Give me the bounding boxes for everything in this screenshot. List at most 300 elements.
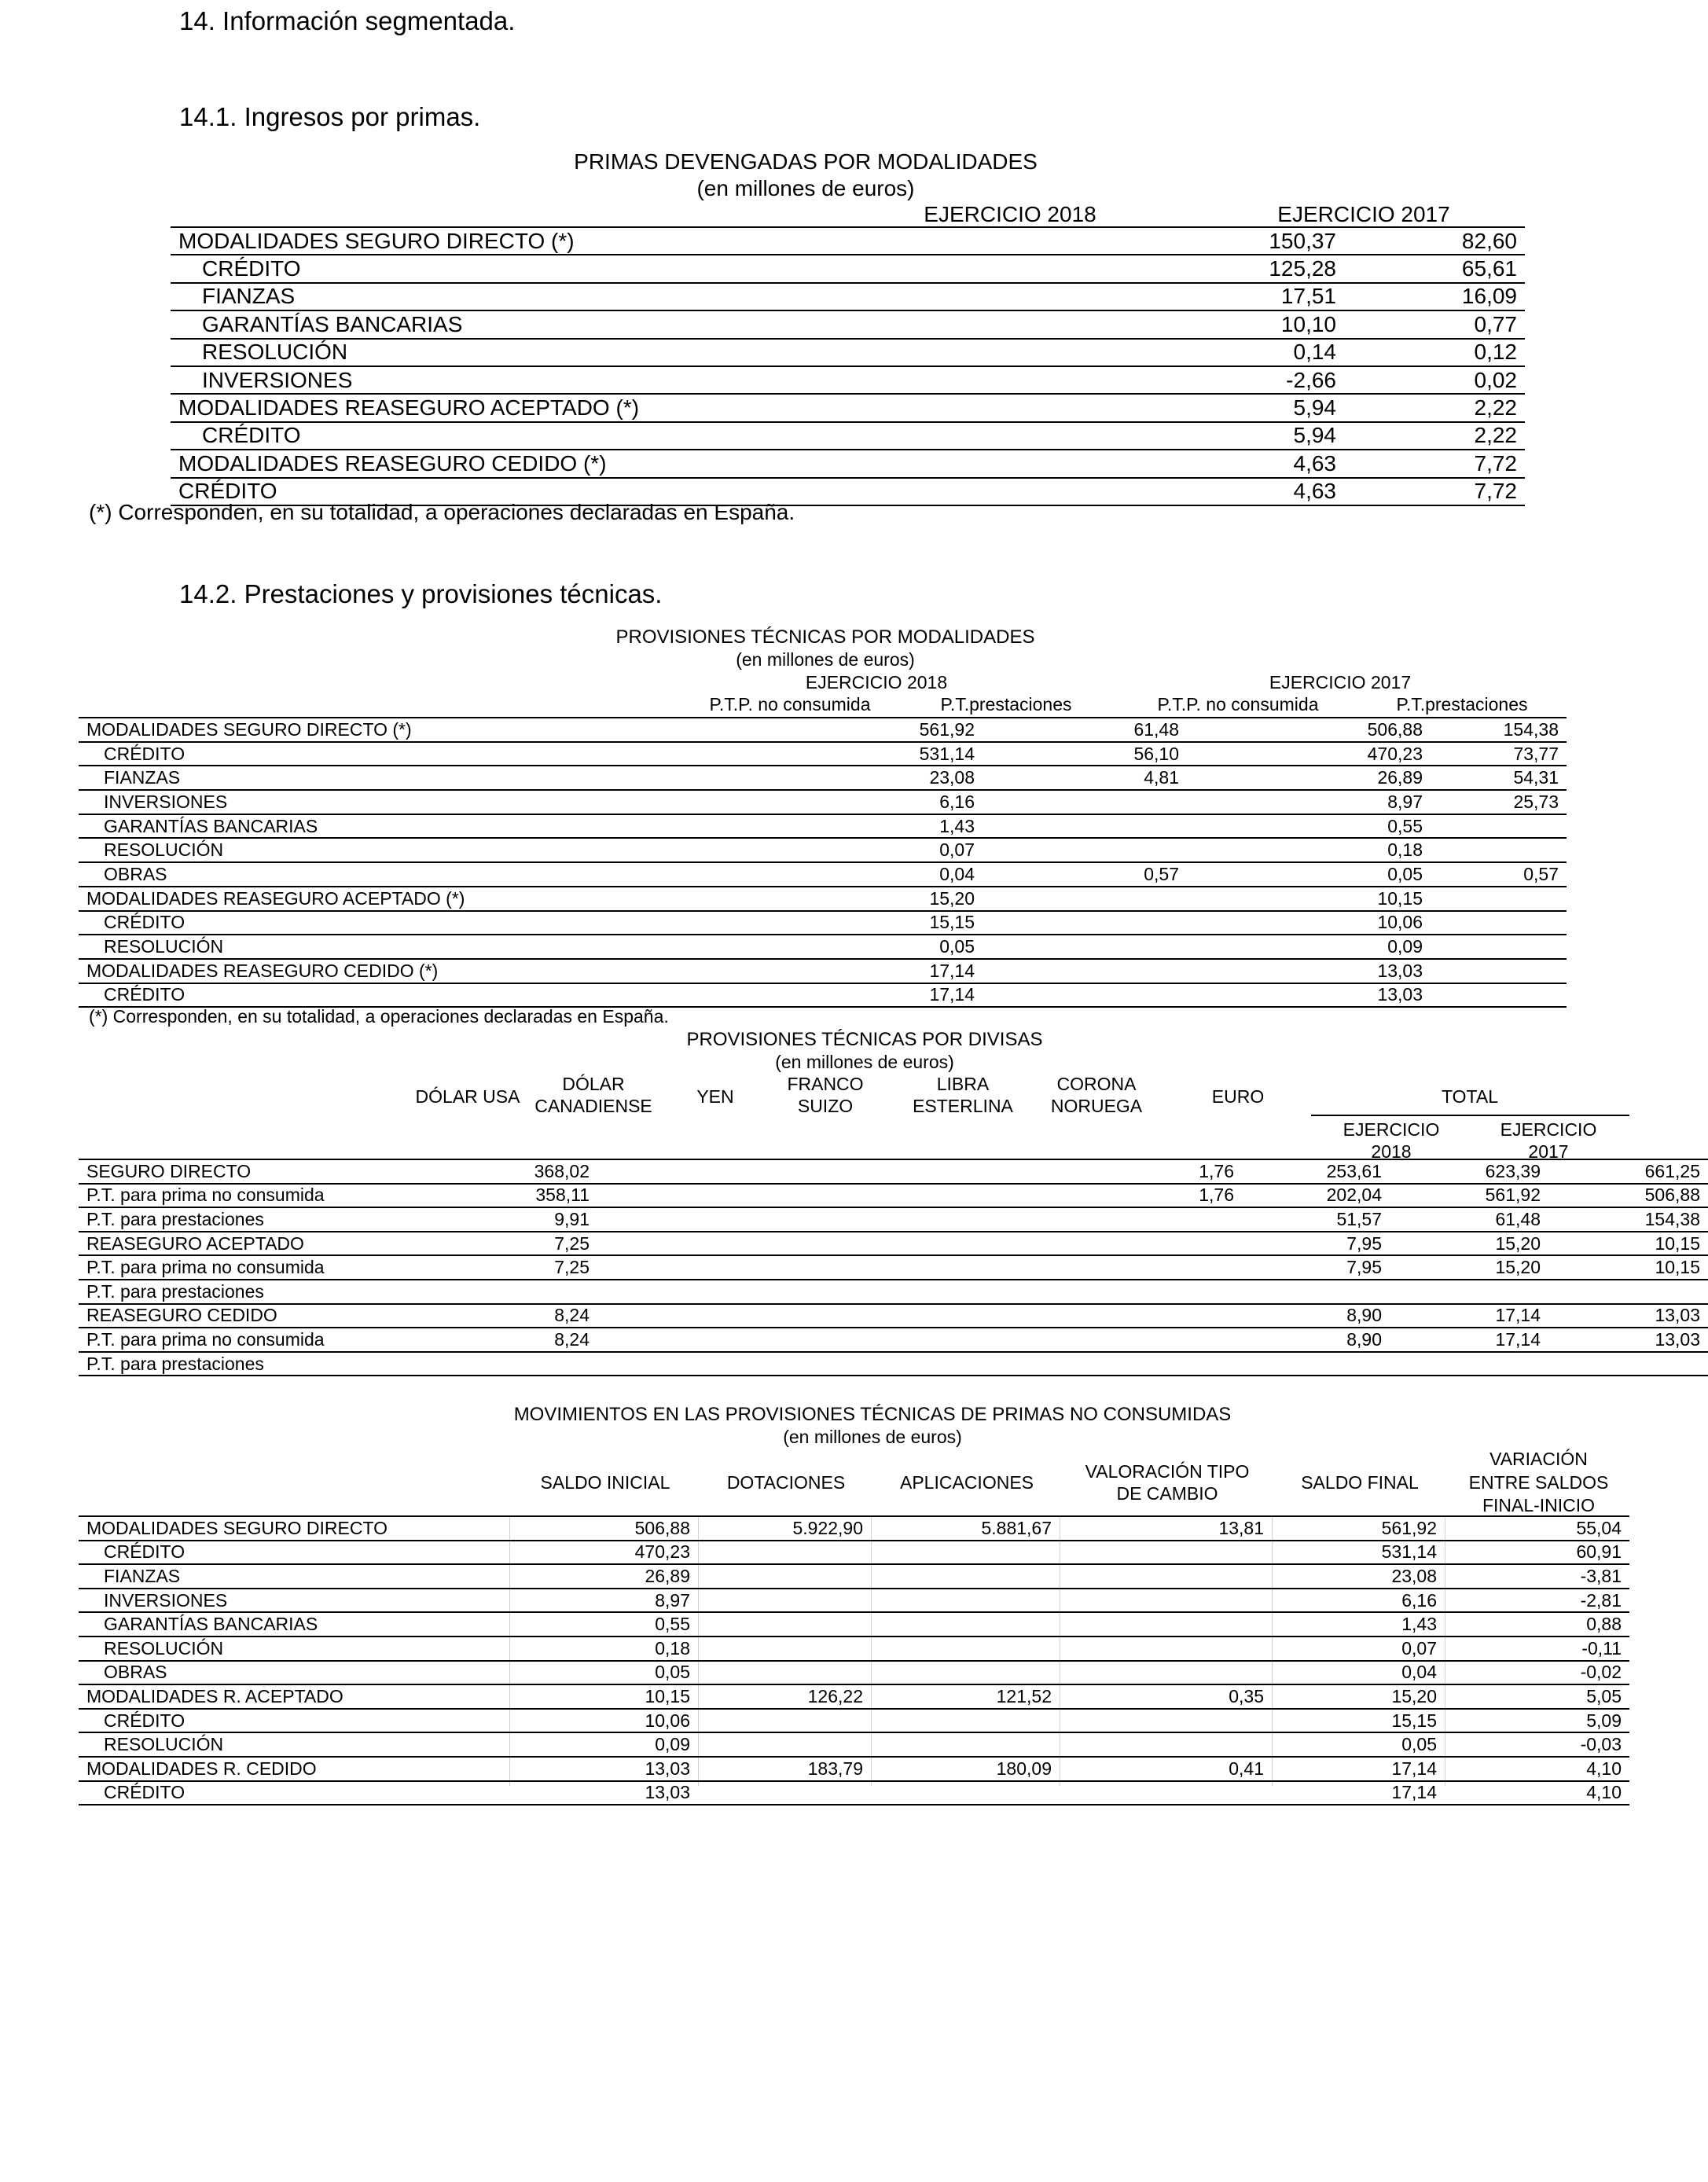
- cell-value: 10,15: [509, 1684, 698, 1709]
- cell-value: [1431, 838, 1567, 862]
- cell-value: 0,55: [1187, 814, 1431, 839]
- cell-value: [698, 1589, 871, 1613]
- table-row: [79, 1159, 1708, 1184]
- cell-value: 13,03: [509, 1757, 698, 1781]
- cell-value: 0,02: [1344, 366, 1525, 394]
- cell-value: 0,05: [1272, 1732, 1445, 1757]
- cell-value: 470,23: [509, 1541, 698, 1565]
- cell-value: [1060, 1612, 1272, 1636]
- t4-col-saldo-inicial: SALDO INICIAL: [540, 1472, 670, 1493]
- cell-value: -0,03: [1445, 1732, 1629, 1757]
- table-row: [171, 394, 1525, 421]
- cell-value: 0,88: [1445, 1612, 1629, 1636]
- cell-value: 16,09: [1344, 283, 1525, 310]
- t3-col-cad-1: DÓLAR: [562, 1074, 625, 1094]
- cell-value: 17,14: [1390, 1328, 1548, 1352]
- cell-value: 4,81: [983, 766, 1187, 790]
- cell-value: 6,16: [684, 790, 983, 814]
- row-label: P.T. para prestaciones: [79, 1280, 519, 1304]
- table-row: [79, 959, 1567, 983]
- cell-value: [597, 1207, 1242, 1232]
- t2-ej2018: EJERCICIO 2018: [805, 672, 948, 692]
- cell-value: 2,22: [1344, 394, 1525, 421]
- cell-value: 0,04: [1272, 1661, 1445, 1685]
- cell-value: [597, 1328, 1242, 1352]
- cell-value: [1431, 959, 1567, 983]
- cell-value: [1060, 1661, 1272, 1685]
- cell-value: 5.922,90: [698, 1516, 871, 1541]
- cell-value: [871, 1541, 1060, 1565]
- row-label: MODALIDADES REASEGURO ACEPTADO (*): [79, 887, 684, 911]
- row-label: MODALIDADES REASEGURO ACEPTADO (*): [171, 394, 988, 421]
- cell-value: 0,35: [1060, 1684, 1272, 1709]
- table-row: [79, 1207, 1708, 1232]
- cell-value: [1431, 935, 1567, 959]
- cell-value: 15,20: [1390, 1232, 1548, 1256]
- cell-value: 183,79: [698, 1757, 871, 1781]
- table-row: [171, 283, 1525, 310]
- t2-ej2017: EJERCICIO 2017: [1269, 672, 1412, 692]
- cell-value: 7,25: [519, 1232, 597, 1256]
- cell-value: [1305, 1280, 1390, 1304]
- cell-value: 10,06: [1187, 911, 1431, 935]
- cell-value: 561,92: [1390, 1184, 1548, 1208]
- cell-value: 10,06: [509, 1709, 698, 1733]
- provisiones-modalidades-table: [79, 717, 1567, 1008]
- cell-value: 61,48: [983, 718, 1187, 742]
- table-row: [79, 1516, 1629, 1541]
- row-label: P.T. para prima no consumida: [79, 1255, 519, 1280]
- cell-value: 13,03: [1187, 959, 1431, 983]
- t4-col-variacion-1: VARIACIÓN: [1489, 1449, 1588, 1469]
- cell-value: [597, 1304, 1242, 1328]
- cell-value: 9,91: [519, 1207, 597, 1232]
- t3-col-chf-2: SUIZO: [797, 1096, 854, 1116]
- cell-value: 4,63: [988, 478, 1344, 505]
- cell-value: 17,14: [684, 983, 983, 1008]
- cell-value: [1431, 814, 1567, 839]
- t3-col-ej2018-2: 2018: [1371, 1141, 1412, 1162]
- cell-value: 10,15: [1548, 1255, 1708, 1280]
- cell-value: [983, 887, 1187, 911]
- table-row: [79, 838, 1567, 862]
- table-row: [79, 1661, 1629, 1685]
- table-row: [79, 1328, 1708, 1352]
- t3-col-total: TOTAL: [1442, 1086, 1498, 1107]
- row-label: MODALIDADES SEGURO DIRECTO (*): [79, 718, 684, 742]
- t2-footnote: (*) Corresponden, en su totalidad, a operaciones declaradas en España.: [89, 1006, 669, 1027]
- row-label: MODALIDADES SEGURO DIRECTO: [79, 1516, 509, 1541]
- cell-value: 7,25: [519, 1255, 597, 1280]
- provisiones-divisas-table: [79, 1159, 1708, 1376]
- row-label: MODALIDADES SEGURO DIRECTO (*): [171, 227, 988, 255]
- t2-col-ptprest-2017: P.T.prestaciones: [1396, 694, 1528, 714]
- cell-value: [597, 1280, 1242, 1304]
- row-label: CRÉDITO: [79, 1709, 509, 1733]
- table-row: [171, 366, 1525, 394]
- row-label: INVERSIONES: [79, 790, 684, 814]
- cell-value: 15,20: [1272, 1684, 1445, 1709]
- row-label: MODALIDADES R. CEDIDO: [79, 1757, 509, 1781]
- row-label: CRÉDITO: [79, 742, 684, 766]
- t1-title: PRIMAS DEVENGADAS POR MODALIDADES: [574, 149, 1038, 174]
- cell-value: [698, 1709, 871, 1733]
- cell-value: 368,02: [519, 1159, 597, 1184]
- cell-value: [1060, 1589, 1272, 1613]
- row-label: CRÉDITO: [171, 422, 988, 450]
- cell-value: 15,20: [684, 887, 983, 911]
- t4-subtitle: (en millones de euros): [783, 1427, 962, 1447]
- table-row: [79, 862, 1567, 887]
- cell-value: 17,14: [1272, 1757, 1445, 1781]
- cell-value: 5,09: [1445, 1709, 1629, 1733]
- table-row: [79, 1352, 1708, 1376]
- cell-value: [698, 1612, 871, 1636]
- table-row: [79, 1757, 1629, 1781]
- cell-value: 506,88: [1548, 1184, 1708, 1208]
- table-row: [79, 766, 1567, 790]
- cell-value: 54,31: [1431, 766, 1567, 790]
- cell-value: 13,03: [509, 1781, 698, 1805]
- table-row: [79, 1232, 1708, 1256]
- row-label: RESOLUCIÓN: [79, 1732, 509, 1757]
- table-row: [79, 1709, 1629, 1733]
- section-heading-14-2: 14.2. Prestaciones y provisiones técnicas.: [179, 579, 663, 608]
- cell-value: 8,97: [1187, 790, 1431, 814]
- cell-value: 55,04: [1445, 1516, 1629, 1541]
- t2-col-ptprest-2018: P.T.prestaciones: [940, 694, 1072, 714]
- cell-value: [698, 1732, 871, 1757]
- cell-value: 8,90: [1305, 1304, 1390, 1328]
- cell-value: 7,95: [1305, 1255, 1390, 1280]
- table-row: [79, 983, 1567, 1008]
- cell-value: 13,03: [1548, 1328, 1708, 1352]
- cell-value: 23,08: [1272, 1564, 1445, 1589]
- row-label: GARANTÍAS BANCARIAS: [79, 1612, 509, 1636]
- cell-value: 17,14: [684, 959, 983, 983]
- cell-value: 0,09: [1187, 935, 1431, 959]
- table-row: [79, 911, 1567, 935]
- cell-value: [1431, 911, 1567, 935]
- t3-col-gbp-1: LIBRA: [936, 1074, 990, 1094]
- t2-col-ptp-2018: P.T.P. no consumida: [709, 694, 871, 714]
- cell-value: [1060, 1732, 1272, 1757]
- row-label: FIANZAS: [171, 283, 988, 310]
- t3-col-yen: YEN: [696, 1086, 734, 1107]
- cell-value: 0,05: [684, 935, 983, 959]
- cell-value: 5,94: [988, 394, 1344, 421]
- t4-col-variacion-2: ENTRE SALDOS: [1468, 1472, 1609, 1493]
- row-label: P.T. para prima no consumida: [79, 1184, 519, 1208]
- t3-col-nok-1: CORONA: [1056, 1074, 1137, 1094]
- cell-value: 13,03: [1548, 1304, 1708, 1328]
- cell-value: 0,57: [983, 862, 1187, 887]
- cell-value: [1548, 1280, 1708, 1304]
- table-row: [171, 227, 1525, 255]
- row-label: INVERSIONES: [171, 366, 988, 394]
- table-row: [79, 814, 1567, 839]
- cell-value: 661,25: [1548, 1159, 1708, 1184]
- table-row: [79, 1732, 1629, 1757]
- cell-value: 4,63: [988, 450, 1344, 477]
- cell-value: 17,51: [988, 283, 1344, 310]
- table-row: [79, 1564, 1629, 1589]
- t4-col-valoracion-1: VALORACIÓN TIPO: [1085, 1461, 1250, 1482]
- table-row: [79, 1184, 1708, 1208]
- cell-value: [983, 814, 1187, 839]
- row-label: FIANZAS: [79, 1564, 509, 1589]
- row-label: MODALIDADES REASEGURO CEDIDO (*): [171, 450, 988, 477]
- cell-value: [1305, 1352, 1390, 1376]
- cell-value: [698, 1541, 871, 1565]
- row-label: MODALIDADES R. ACEPTADO: [79, 1684, 509, 1709]
- cell-value: [597, 1232, 1242, 1256]
- cell-value: 6,16: [1272, 1589, 1445, 1613]
- cell-value: [1060, 1564, 1272, 1589]
- table-row: [79, 887, 1567, 911]
- cell-value: 15,15: [1272, 1709, 1445, 1733]
- cell-value: 125,28: [988, 255, 1344, 282]
- cell-value: [1060, 1781, 1272, 1805]
- cell-value: 1,76: [597, 1159, 1242, 1184]
- table-row: [79, 935, 1567, 959]
- cell-value: 0,18: [1187, 838, 1431, 862]
- cell-value: 56,10: [983, 742, 1187, 766]
- cell-value: 561,92: [1272, 1516, 1445, 1541]
- cell-value: [519, 1352, 597, 1376]
- cell-value: -0,02: [1445, 1661, 1629, 1685]
- cell-value: 0,77: [1344, 310, 1525, 338]
- cell-value: 470,23: [1187, 742, 1431, 766]
- row-label: GARANTÍAS BANCARIAS: [171, 310, 988, 338]
- row-label: CRÉDITO: [79, 1541, 509, 1565]
- cell-value: 561,92: [684, 718, 983, 742]
- t4-title: MOVIMIENTOS EN LAS PROVISIONES TÉCNICAS DE PRIMAS NO CONSUMIDAS: [513, 1404, 1232, 1425]
- cell-value: [871, 1589, 1060, 1613]
- cell-value: 150,37: [988, 227, 1344, 255]
- section-heading-14-1: 14.1. Ingresos por primas.: [179, 102, 481, 131]
- cell-value: 51,57: [1305, 1207, 1390, 1232]
- cell-value: 10,15: [1187, 887, 1431, 911]
- row-label: SEGURO DIRECTO: [79, 1159, 519, 1184]
- t3-col-ej2018-1: EJERCICIO: [1343, 1119, 1440, 1140]
- table-row: [79, 1781, 1629, 1805]
- row-label: RESOLUCIÓN: [79, 838, 684, 862]
- table-row: [171, 310, 1525, 338]
- t3-col-chf-1: FRANCO: [787, 1074, 864, 1094]
- cell-value: [871, 1781, 1060, 1805]
- cell-value: 0,12: [1344, 339, 1525, 366]
- t1-col-2018: EJERCICIO 2018: [924, 202, 1096, 226]
- table-row: [79, 1304, 1708, 1328]
- t3-col-ej2017-2: 2017: [1528, 1141, 1569, 1162]
- cell-value: 5.881,67: [871, 1516, 1060, 1541]
- cell-value: [871, 1564, 1060, 1589]
- row-label: CRÉDITO: [79, 983, 684, 1008]
- cell-value: [1060, 1636, 1272, 1661]
- cell-value: [698, 1661, 871, 1685]
- cell-value: 23,08: [684, 766, 983, 790]
- cell-value: [698, 1781, 871, 1805]
- section-heading-14: 14. Información segmentada.: [179, 6, 516, 35]
- cell-value: 0,05: [509, 1661, 698, 1685]
- t3-col-nok-2: NORUEGA: [1050, 1096, 1143, 1116]
- table-row: [171, 339, 1525, 366]
- t2-subtitle: (en millones de euros): [736, 649, 915, 670]
- row-label: INVERSIONES: [79, 1589, 509, 1613]
- table-row: [171, 422, 1525, 450]
- t3-col-usd: DÓLAR USA: [415, 1086, 520, 1107]
- cell-value: 7,72: [1344, 478, 1525, 505]
- table-row: [79, 1684, 1629, 1709]
- table-row: [79, 790, 1567, 814]
- cell-value: 60,91: [1445, 1541, 1629, 1565]
- cell-value: 7,95: [1305, 1232, 1390, 1256]
- t4-col-aplicaciones: APLICACIONES: [900, 1472, 1034, 1493]
- table-row: [79, 1636, 1629, 1661]
- cell-value: 13,03: [1187, 983, 1431, 1008]
- cell-value: [983, 911, 1187, 935]
- t3-subtitle: (en millones de euros): [775, 1052, 954, 1072]
- t1-footnote: (*) Corresponden, en su totalidad, a operaciones declaradas en España.: [89, 500, 795, 524]
- movimientos-provisiones-table: [79, 1515, 1629, 1805]
- cell-value: [983, 959, 1187, 983]
- cell-value: 4,10: [1445, 1757, 1629, 1781]
- cell-value: [1390, 1280, 1548, 1304]
- primas-devengadas-table: [171, 226, 1525, 506]
- cell-value: [1060, 1541, 1272, 1565]
- cell-value: -2,81: [1445, 1589, 1629, 1613]
- table-row: [171, 450, 1525, 477]
- t4-col-dotaciones: DOTACIONES: [726, 1472, 846, 1493]
- cell-value: 82,60: [1344, 227, 1525, 255]
- cell-value: 180,09: [871, 1757, 1060, 1781]
- cell-value: 0,41: [1060, 1757, 1272, 1781]
- row-label: OBRAS: [79, 862, 684, 887]
- table-row: [171, 255, 1525, 282]
- cell-value: 154,38: [1431, 718, 1567, 742]
- cell-value: 15,15: [684, 911, 983, 935]
- cell-value: 2,22: [1344, 422, 1525, 450]
- cell-value: [983, 790, 1187, 814]
- cell-value: [871, 1732, 1060, 1757]
- cell-value: 0,57: [1431, 862, 1567, 887]
- cell-value: 5,94: [988, 422, 1344, 450]
- table-row: [79, 718, 1567, 742]
- cell-value: 8,90: [1305, 1328, 1390, 1352]
- row-label: RESOLUCIÓN: [171, 339, 988, 366]
- cell-value: 7,72: [1344, 450, 1525, 477]
- row-label: RESOLUCIÓN: [79, 1636, 509, 1661]
- cell-value: 61,48: [1390, 1207, 1548, 1232]
- cell-value: 253,61: [1305, 1159, 1390, 1184]
- t3-col-eur: EURO: [1211, 1086, 1265, 1107]
- t1-subtitle: (en millones de euros): [696, 176, 915, 200]
- cell-value: [1431, 887, 1567, 911]
- row-label: FIANZAS: [79, 766, 684, 790]
- cell-value: 26,89: [509, 1564, 698, 1589]
- cell-value: 506,88: [509, 1516, 698, 1541]
- table-row: [79, 1255, 1708, 1280]
- cell-value: [1390, 1352, 1548, 1376]
- table-row: [79, 1612, 1629, 1636]
- cell-value: 17,14: [1272, 1781, 1445, 1805]
- table-row: [79, 1589, 1629, 1613]
- cell-value: [1431, 983, 1567, 1008]
- cell-value: 15,20: [1390, 1255, 1548, 1280]
- row-label: CRÉDITO: [79, 911, 684, 935]
- row-label: CRÉDITO: [79, 1781, 509, 1805]
- cell-value: [871, 1636, 1060, 1661]
- cell-value: 531,14: [1272, 1541, 1445, 1565]
- t3-col-cad-2: CANADIENSE: [534, 1096, 652, 1116]
- cell-value: [597, 1255, 1242, 1280]
- t4-col-variacion-3: FINAL-INICIO: [1482, 1495, 1596, 1515]
- cell-value: 5,05: [1445, 1684, 1629, 1709]
- t3-col-ej2017-1: EJERCICIO: [1500, 1119, 1597, 1140]
- t2-title: PROVISIONES TÉCNICAS POR MODALIDADES: [615, 626, 1035, 648]
- t3-title: PROVISIONES TÉCNICAS POR DIVISAS: [686, 1029, 1043, 1050]
- table-row: [79, 742, 1567, 766]
- cell-value: [1548, 1352, 1708, 1376]
- t3-col-gbp-2: ESTERLINA: [913, 1096, 1013, 1116]
- row-label: GARANTÍAS BANCARIAS: [79, 814, 684, 839]
- cell-value: 10,10: [988, 310, 1344, 338]
- row-label: P.T. para prima no consumida: [79, 1328, 519, 1352]
- cell-value: [519, 1280, 597, 1304]
- row-label: P.T. para prestaciones: [79, 1352, 519, 1376]
- cell-value: [597, 1352, 1242, 1376]
- cell-value: 358,11: [519, 1184, 597, 1208]
- cell-value: 25,73: [1431, 790, 1567, 814]
- cell-value: 8,24: [519, 1304, 597, 1328]
- cell-value: 0,07: [684, 838, 983, 862]
- cell-value: 0,09: [509, 1732, 698, 1757]
- t2-col-ptp-2017: P.T.P. no consumida: [1157, 694, 1319, 714]
- cell-value: -3,81: [1445, 1564, 1629, 1589]
- row-label: REASEGURO CEDIDO: [79, 1304, 519, 1328]
- cell-value: 0,14: [988, 339, 1344, 366]
- cell-value: 0,55: [509, 1612, 698, 1636]
- cell-value: [698, 1564, 871, 1589]
- cell-value: -2,66: [988, 366, 1344, 394]
- row-label: CRÉDITO: [171, 478, 988, 505]
- t4-col-valoracion-2: DE CAMBIO: [1116, 1483, 1218, 1504]
- row-label: MODALIDADES REASEGURO CEDIDO (*): [79, 959, 684, 983]
- cell-value: [871, 1661, 1060, 1685]
- cell-value: 17,14: [1390, 1304, 1548, 1328]
- row-label: REASEGURO ACEPTADO: [79, 1232, 519, 1256]
- table-row: [79, 1280, 1708, 1304]
- cell-value: 8,97: [509, 1589, 698, 1613]
- cell-value: 126,22: [698, 1684, 871, 1709]
- cell-value: [983, 983, 1187, 1008]
- cell-value: 13,81: [1060, 1516, 1272, 1541]
- cell-value: 1,43: [684, 814, 983, 839]
- cell-value: 73,77: [1431, 742, 1567, 766]
- t4-col-saldo-final: SALDO FINAL: [1301, 1472, 1419, 1493]
- cell-value: 531,14: [684, 742, 983, 766]
- row-label: CRÉDITO: [171, 255, 988, 282]
- cell-value: 1,76: [597, 1184, 1242, 1208]
- cell-value: 26,89: [1187, 766, 1431, 790]
- cell-value: 623,39: [1390, 1159, 1548, 1184]
- cell-value: 0,05: [1187, 862, 1431, 887]
- row-label: P.T. para prestaciones: [79, 1207, 519, 1232]
- cell-value: 202,04: [1305, 1184, 1390, 1208]
- cell-value: -0,11: [1445, 1636, 1629, 1661]
- cell-value: 0,18: [509, 1636, 698, 1661]
